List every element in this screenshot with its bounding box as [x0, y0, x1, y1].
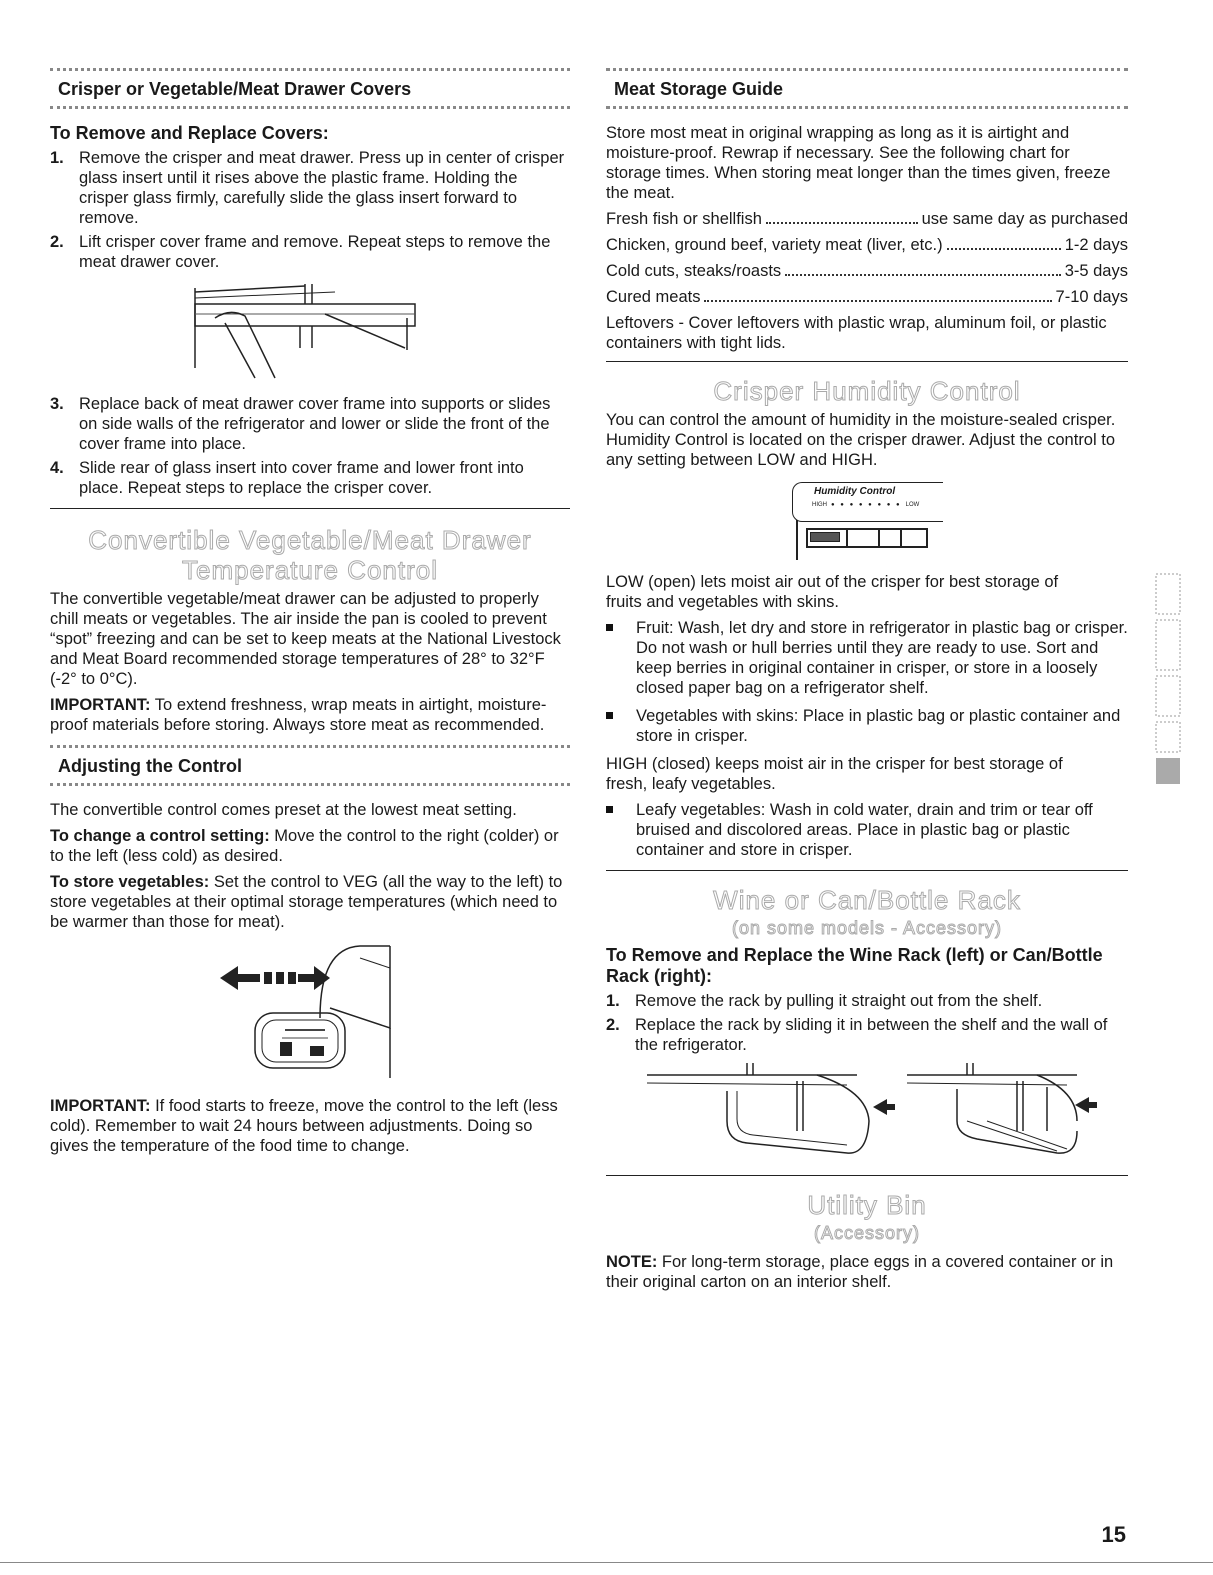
- humidity-figure-label: Humidity Control: [814, 486, 896, 497]
- storage-time: use same day as purchased: [921, 210, 1128, 228]
- convertible-title-line2: Temperature Control: [182, 555, 438, 585]
- bullet-text: Vegetables with skins: Place in plastic bag or plastic container and store in crisper.: [636, 707, 1121, 745]
- left-column: [50, 68, 570, 1162]
- list-item: [50, 232, 570, 272]
- meat-item: Fresh fish or shellfish: [606, 210, 762, 228]
- humidity-title: Crisper Humidity Control: [713, 376, 1021, 406]
- can-rack-drawing: [907, 1063, 1097, 1153]
- bullet-text: Leafy vegetables: Wash in cold water, drain and trim or tear off bruised and discolored areas. Place in plastic bag or plastic container and store in crisper.: [636, 801, 1093, 859]
- list-item: [606, 618, 1128, 698]
- convertible-paragraph: The convertible vegetable/meat drawer can be adjusted to properly chill meats or vegetables. The air inside the pan is cooled to prevent “spot” freezing and can be set to keep meats at the National Livestock and Meat Board recommended storage temperatures of 28° to 32°F (-2° to 0°C).: [50, 590, 561, 688]
- wine-rack-illustration: [637, 1061, 1097, 1161]
- humidity-control-figure: [792, 482, 942, 562]
- important-text: If food starts to freeze, move the control to the left (less cold). Remember to wait 24 hours between adjustments. Doing so gives the temperature of the food time to change.: [50, 1097, 558, 1155]
- bottom-rule: [0, 1562, 1213, 1563]
- list-item: [50, 394, 570, 454]
- table-row: [606, 209, 1128, 229]
- cover-steps-a: [50, 148, 570, 272]
- adjusting-title: Adjusting the Control: [58, 756, 242, 776]
- divider: [606, 1175, 1128, 1176]
- change-setting-label: To change a control setting:: [50, 827, 270, 845]
- utility-bin-title: Utility Bin: [807, 1190, 927, 1220]
- meat-item: Cured meats: [606, 288, 701, 306]
- adjusting-header: [50, 745, 570, 786]
- change-setting-paragraph: [50, 826, 570, 866]
- store-vegetables-label: To store vegetables:: [50, 873, 210, 891]
- convertible-title-line1: Convertible Vegetable/Meat Drawer: [88, 525, 532, 555]
- divider: [606, 361, 1128, 362]
- adjusting-important: [50, 1096, 570, 1156]
- meat-guide-title: Meat Storage Guide: [614, 79, 784, 99]
- important-label: IMPORTANT:: [50, 1097, 151, 1115]
- step-text: Replace the rack by sliding it in between the shelf and the wall of the refrigerator.: [635, 1016, 1108, 1054]
- humidity-scale: HIGH ● ● ● ● ● ● ● ● LOW: [812, 502, 920, 508]
- side-tab-graphic: [1150, 570, 1186, 790]
- low-bullets: [606, 618, 1128, 746]
- table-row: [606, 261, 1128, 281]
- control-slider-illustration: [210, 938, 410, 1088]
- scale-low-label: LOW: [905, 502, 920, 508]
- scale-high-label: HIGH: [812, 502, 827, 508]
- humidity-slider: [806, 528, 928, 548]
- storage-time: 3-5 days: [1064, 262, 1128, 280]
- wine-rack-drawing: [647, 1063, 895, 1153]
- step-text: Lift crisper cover frame and remove. Repeat steps to remove the meat drawer cover.: [79, 233, 551, 271]
- wine-rack-title: Wine or Can/Bottle Rack: [713, 885, 1021, 915]
- list-item: [50, 458, 570, 498]
- important-label: IMPORTANT:: [50, 696, 151, 714]
- meat-item: Chicken, ground beef, variety meat (liver, etc.): [606, 236, 943, 254]
- step-number: 4.: [50, 459, 64, 477]
- note-label: NOTE:: [606, 1253, 658, 1271]
- high-paragraph: HIGH (closed) keeps moist air in the crisper for best storage of fresh, leafy vegetables.: [606, 755, 1063, 793]
- step-number: 2.: [50, 233, 64, 251]
- bullet-text: Fruit: Wash, let dry and store in refrigerator in plastic bag or crisper. Do not wash or hull berries until they are ready to use. Sort and keep berries in original container in crisper, or store in a loosely closed paper bag on a refrigerator shelf.: [636, 619, 1128, 697]
- high-bullets: [606, 800, 1128, 860]
- storage-time: 1-2 days: [1064, 236, 1128, 254]
- step-text: Slide rear of glass insert into cover frame and lower front into place. Repeat steps to replace the crisper cover.: [79, 459, 524, 497]
- divider: [606, 870, 1128, 871]
- step-number: 1.: [50, 149, 64, 167]
- wine-rack-heading: To Remove and Replace the Wine Rack (left) or Can/Bottle Rack (right):: [606, 945, 1103, 986]
- humidity-paragraph: You can control the amount of humidity in the moisture-sealed crisper. Humidity Control is located on the crisper drawer. Adjust the control to any setting between LOW and HIGH.: [606, 411, 1116, 469]
- important-text: To extend freshness, wrap meats in airtight, moisture-proof materials before storing. Always store meat as recommended.: [50, 696, 547, 734]
- meat-guide-paragraph: Store most meat in original wrapping as long as it is airtight and moisture-proof. Rewrap if necessary. See the following chart for storage times. When storing meat longer than the times given, freeze the meat.: [606, 124, 1111, 202]
- cover-steps-b: [50, 394, 570, 498]
- meat-item: Cold cuts, steaks/roasts: [606, 262, 782, 280]
- step-text: Remove the crisper and meat drawer. Press up in center of crisper glass insert until it rises above the plastic frame. Holding the crisper glass firmly, carefully slide the glass insert forward to remove.: [79, 149, 565, 227]
- crisper-covers-header: [50, 68, 570, 109]
- adjusting-paragraph: The convertible control comes preset at the lowest meat setting.: [50, 801, 517, 819]
- low-paragraph: LOW (open) lets moist air out of the crisper for best storage of fruits and vegetables with skins.: [606, 573, 1059, 611]
- note-text: For long-term storage, place eggs in a covered container or in their original carton on an interior shelf.: [606, 1253, 1114, 1291]
- page-number: 15: [1101, 1522, 1126, 1547]
- list-item: [50, 148, 570, 228]
- leftovers-paragraph: Leftovers - Cover leftovers with plastic wrap, aluminum foil, or plastic containers with tight lids.: [606, 314, 1107, 352]
- table-row: [606, 235, 1128, 255]
- storage-time: 7-10 days: [1055, 288, 1128, 306]
- wine-rack-steps: [606, 991, 1128, 1055]
- remove-covers-heading: To Remove and Replace Covers:: [50, 123, 329, 143]
- step-number: 2.: [606, 1016, 620, 1034]
- step-text: Remove the rack by pulling it straight out from the shelf.: [635, 992, 1043, 1010]
- step-number: 1.: [606, 992, 620, 1010]
- crisper-covers-title: Crisper or Vegetable/Meat Drawer Covers: [58, 79, 412, 99]
- right-column: [606, 68, 1128, 1298]
- step-number: 3.: [50, 395, 64, 413]
- store-vegetables-paragraph: [50, 872, 570, 932]
- meat-storage-table: [606, 209, 1128, 307]
- utility-bin-subtitle: (Accessory): [813, 1223, 920, 1243]
- list-item: [606, 1015, 1128, 1055]
- step-text: Replace back of meat drawer cover frame into supports or slides on side walls of the refrigerator and lower or slide the front of the cover frame into place.: [79, 395, 551, 453]
- wine-rack-subtitle: (on some models - Accessory): [731, 918, 1003, 938]
- meat-guide-header: [606, 68, 1128, 109]
- list-item: [606, 800, 1128, 860]
- change-setting-text: Move the control to the right (colder) or to the left (less cold) as desired.: [50, 827, 559, 865]
- list-item: [606, 991, 1128, 1011]
- drawer-cover-illustration: [185, 278, 435, 388]
- list-item: [606, 706, 1128, 746]
- table-row: [606, 287, 1128, 307]
- convertible-important: [50, 695, 570, 735]
- store-vegetables-text: Set the control to VEG (all the way to the left) to store vegetables at their optimal storage temperatures (which need to be warmer than those for meat).: [50, 873, 563, 931]
- utility-note: [606, 1252, 1128, 1292]
- divider: [50, 508, 570, 509]
